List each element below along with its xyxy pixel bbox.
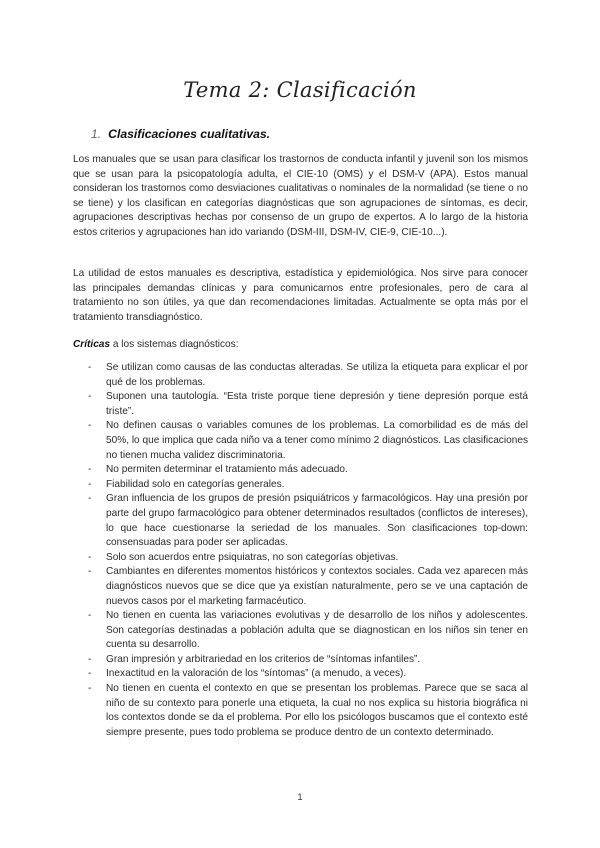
paragraph-manuales: Los manuales que se usan para clasificar los trastornos de conducta infantil y juvenil son los mismos que se usan para la psicopatología adulta, el CIE-10 (OMS) y el DSM-V (APA). Estos manual consideran los trastornos como desviaciones cualitativas o nominales de la normalidad (se tiene o no se tiene) y los clasifican en categorías diagnósticas que son agrupaciones de síntomas, es decir, agrupaciones descriptivas hechas por consenso de un grupo de expertos. A lo largo de la historia estos criterios y agrupaciones han ido variando (DSM-III, DSM-IV, CIE-9, CIE-10...). xyxy=(73,154,528,238)
page-number: 1 xyxy=(297,792,303,802)
list-item: - Suponen una tautología. “Esta triste porque tiene depresión y tiene depresión porque está triste”. xyxy=(88,390,528,419)
list-item: - Gran influencia de los grupos de presión psiquiátricos y farmacológicos. Hay una presión por parte del grupo farmacológico para obtener determinados resultados (conflictos de intereses), lo que hace cuestionarse la seriedad de los manuales. Son clasificaciones top-down: consensuadas para poder ser aplicadas. xyxy=(88,492,528,550)
list-item: - Solo son acuerdos entre psiquiatras, no son categorías objetivas. xyxy=(88,551,528,566)
criticas-list xyxy=(88,361,528,740)
list-item: - No definen causas o variables comunes de los problemas. La comorbilidad es de más del 50%, lo que implica que cada niño va a tener como mínimo 2 diagnósticos. Las clasificaciones no tienen mucha validez discriminatoria. xyxy=(88,419,528,463)
section-heading xyxy=(91,127,270,141)
list-item: - Fiabilidad solo en categorías generales. xyxy=(88,478,528,493)
list-item: - Cambiantes en diferentes momentos históricos y contextos sociales. Cada vez aparecen más diagnósticos nuevos que se dice que ya existían naturalmente, pero se ve una captación de nuevos casos por el marketing farmacéutico. xyxy=(88,565,528,609)
list-item: - No tienen en cuenta el contexto en que se presentan los problemas. Parece que se saca al niño de su contexto para ponerle una etiqueta, la cual no nos explica su historia biográfica ni los contextos donde se da el problema. Por ello los psicólogos buscamos que el contexto esté siempre presente, pues todo problema se produce dentro de un contexto determinado. xyxy=(88,682,528,740)
criticas-intro-text: a los sistemas diagnósticos: xyxy=(110,339,239,350)
list-item: - Inexactitud en la valoración de los “síntomas” (a menudo, a veces). xyxy=(88,667,528,682)
page-title: Tema 2: Clasificación xyxy=(183,78,417,102)
list-item: - Gran impresión y arbitrariedad en los criterios de “síntomas infantiles”. xyxy=(88,653,528,668)
section-number: 1. xyxy=(91,127,102,141)
criticas-intro xyxy=(73,338,528,353)
list-item: - No tienen en cuenta las variaciones evolutivas y de desarrollo de los niños y adolescentes. Son categorías destinadas a población adulta que se diagnostican en los niños sin tener en cuenta su desarrollo. xyxy=(88,609,528,653)
paragraph-utilidad: La utilidad de estos manuales es descriptiva, estadística y epidemiológica. Nos sirve para conocer las principales demandas clínicas y para comunicarnos entre profesionales, pero de cara al tratamiento no son útiles, ya que dan recomendaciones limitadas. Actualmente se opta más por el tratamiento transdiagnóstico. xyxy=(73,268,528,323)
list-item: - Se utilizan como causas de las conductas alteradas. Se utiliza la etiqueta para explicar el por qué de los problemas. xyxy=(88,361,528,390)
section-heading-text: Clasificaciones cualitativas. xyxy=(108,127,271,141)
list-item: - No permiten determinar el tratamiento más adecuado. xyxy=(88,463,528,478)
criticas-label: Críticas xyxy=(73,339,111,350)
